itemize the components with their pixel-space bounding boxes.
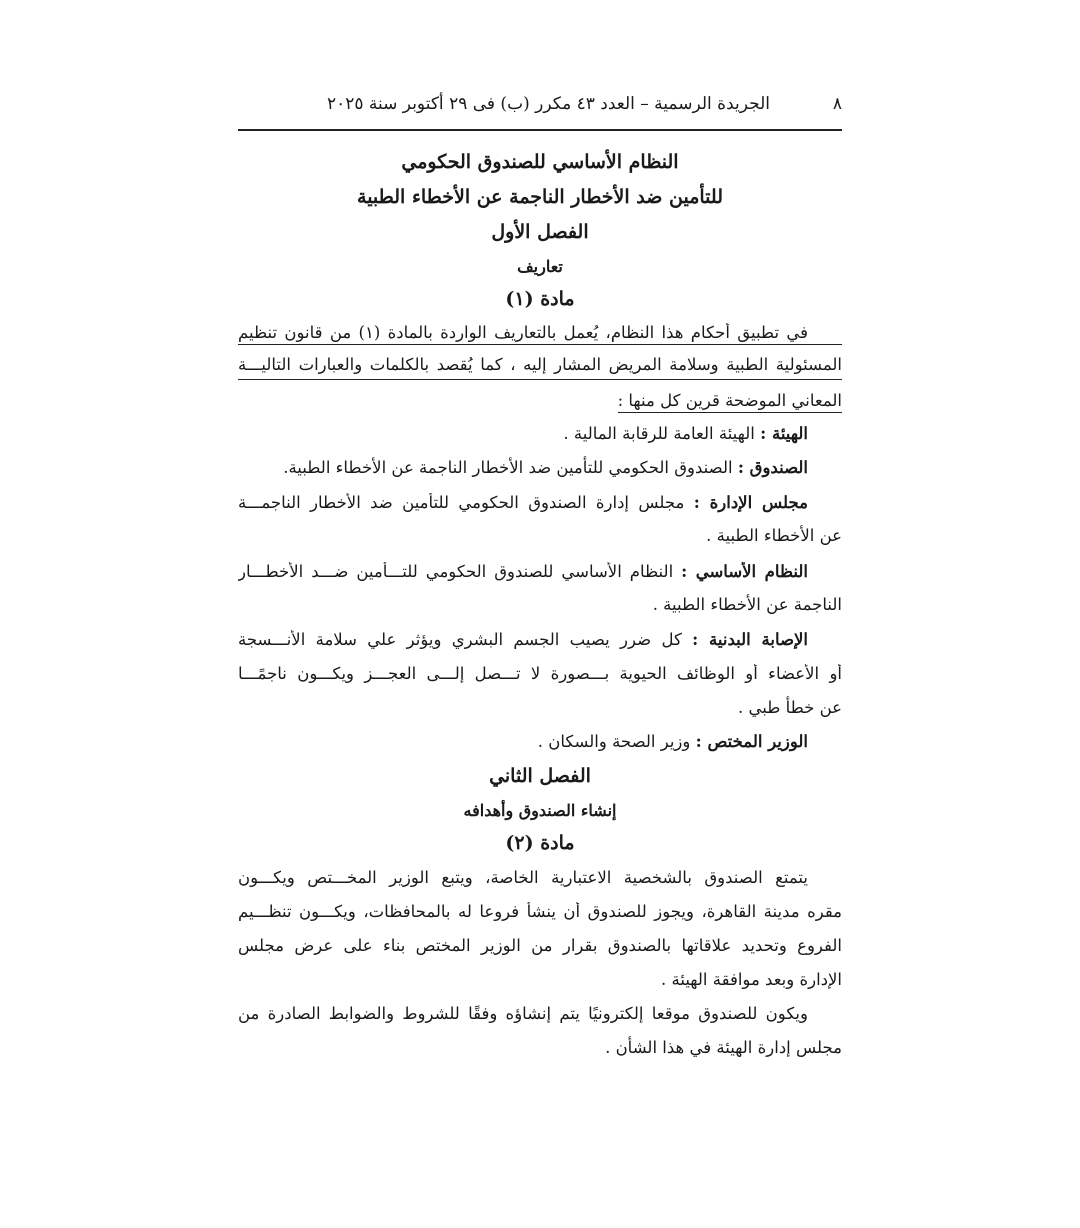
article-1-intro-line-2: المسئولية الطبية وسلامة المريض المشار إليه ، كما يُقصد بالكلمات والعبارات التاليـــة — [238, 355, 842, 380]
article-2-p1-line-1: يتمتع الصندوق بالشخصية الاعتبارية الخاصة، ويتبع الوزير المخـــتص ويكـــون — [238, 868, 808, 887]
definition-term: النظام الأساسي : — [681, 562, 808, 581]
chapter-1-title: الفصل الأول — [491, 221, 589, 243]
chapter-2-title: الفصل الثاني — [489, 765, 591, 787]
chapter-2-subtitle: إنشاء الصندوق وأهدافه — [463, 801, 617, 820]
definition-injury — [238, 630, 842, 652]
definition-term: الإصابة البدنية : — [692, 630, 808, 649]
article-2-p1-line-2: مقره مدينة القاهرة، ويجوز للصندوق أن ينشأ فروعا له بالمحافظات، ويكـــون تنظـــيم — [238, 902, 842, 921]
definition-injury-line-2: أو الأعضاء أو الوظائف الحيوية بـــصورة لا تـــصل إلـــى العجـــز ويكـــون ناجمًـــا — [238, 664, 842, 683]
definition-text: مجلس إدارة الصندوق الحكومي للتأمين ضد الأخطار الناجمـــة — [238, 493, 685, 512]
main-title-line-1: النظام الأساسي للصندوق الحكومي — [401, 151, 679, 173]
article-2-p2-line-2: مجلس إدارة الهيئة في هذا الشأن . — [605, 1038, 842, 1057]
article-1-heading: مادة (١) — [505, 288, 575, 310]
definition-statute-line-2: الناجمة عن الأخطاء الطبية . — [652, 595, 842, 614]
article-2-p1-line-4: الإدارة وبعد موافقة الهيئة . — [661, 970, 842, 989]
definition-text: وزير الصحة والسكان . — [537, 732, 691, 751]
definition-text: الهيئة العامة للرقابة المالية . — [563, 424, 755, 443]
definition-statute — [238, 562, 842, 584]
definition-term: مجلس الإدارة : — [693, 493, 809, 512]
header-divider — [238, 129, 842, 131]
definitions-heading: تعاريف — [517, 257, 563, 276]
gazette-title: الجريدة الرسمية – العدد ٤٣ مكرر (ب) فى ٢٩ أكتوبر سنة ٢٠٢٥ — [326, 94, 770, 114]
article-1-intro-line-3 — [238, 391, 842, 411]
article-2-p1-line-3: الفروع وتحديد علاقاتها بالصندوق بقرار من الوزير المختص بناء على عرض مجلس — [238, 936, 842, 955]
definition-board-line-2: عن الأخطاء الطبية . — [706, 526, 842, 545]
definition-term: الهيئة : — [760, 424, 808, 443]
definition-text: كل ضرر يصيب الجسم البشري ويؤثر علي سلامة الأنـــسجة — [238, 630, 682, 649]
page-number: ٨ — [832, 94, 842, 114]
definition-fund — [238, 458, 842, 478]
main-title-line-2: للتأمين ضد الأخطار الناجمة عن الأخطاء الطبية — [357, 186, 723, 208]
definition-injury-line-3: عن خطأ طبي . — [737, 698, 842, 717]
definition-minister — [238, 732, 842, 752]
page-header — [238, 86, 842, 126]
article-2-p2-line-1: ويكون للصندوق موقعا إلكترونيًا يتم إنشاؤه وفقًا للشروط والضوابط الصادرة من — [238, 1004, 808, 1023]
article-1-intro-line-1: في تطبيق أحكام هذا النظام، يُعمل بالتعاريف الواردة بالمادة (١) من قانون تنظيم — [238, 323, 842, 345]
definition-text: النظام الأساسي للصندوق الحكومي للتـــأمين ضـــد الأخطـــار — [238, 562, 674, 581]
definition-term: الوزير المختص : — [695, 732, 808, 751]
article-1-intro-line-3-text: المعاني الموضحة قرين كل منها : — [618, 391, 842, 413]
definition-board — [238, 493, 842, 515]
definition-term: الصندوق : — [737, 458, 808, 477]
article-2-heading: مادة (٢) — [505, 832, 575, 854]
definition-authority — [238, 424, 842, 444]
definition-text: الصندوق الحكومي للتأمين ضد الأخطار الناجمة عن الأخطاء الطبية. — [283, 458, 733, 477]
